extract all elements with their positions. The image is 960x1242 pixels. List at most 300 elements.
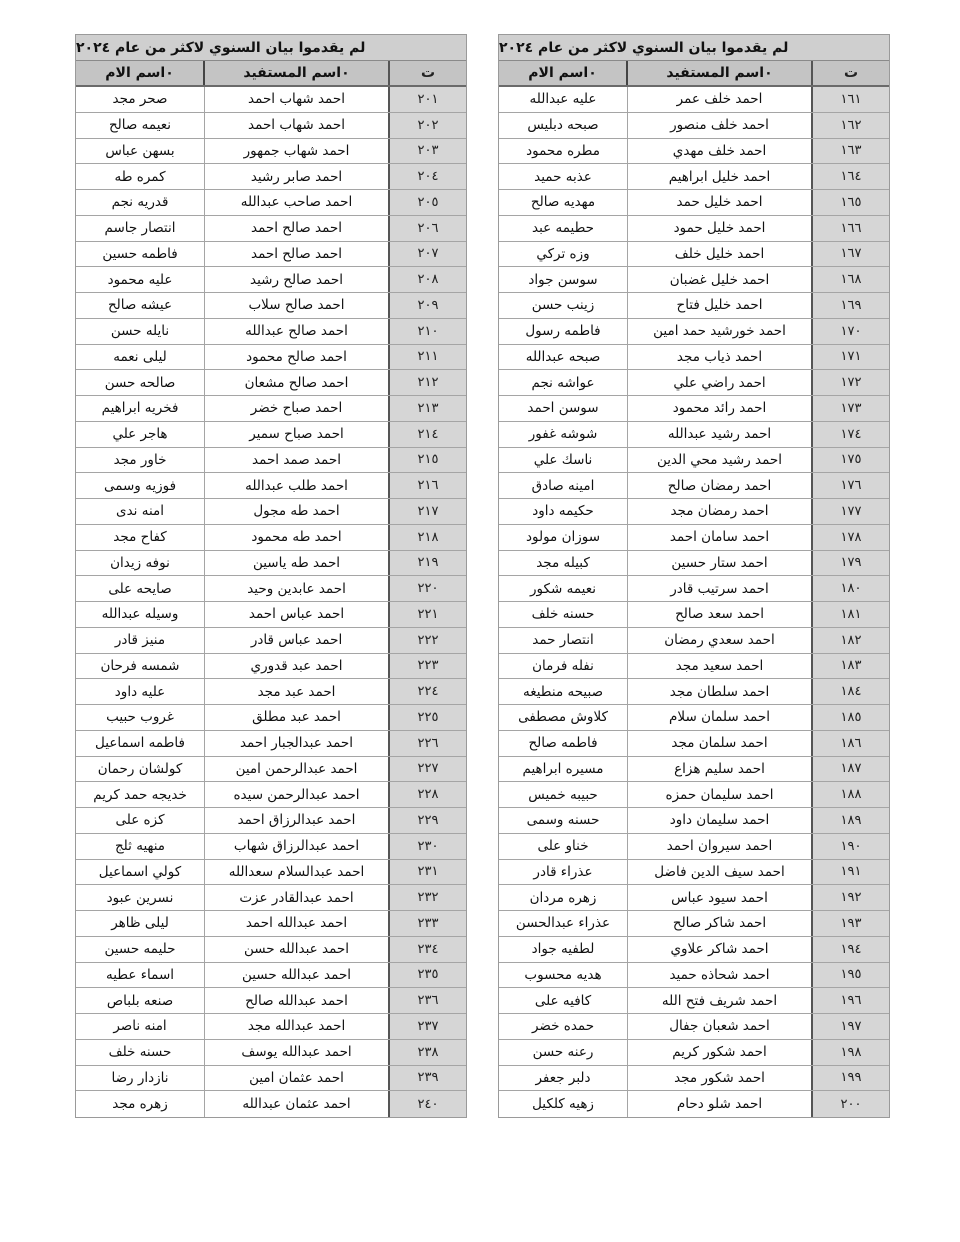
mother-name-cell: فاطمه رسول [499, 319, 628, 344]
seq-number-cell: ١٩٢ [813, 885, 889, 910]
seq-number-cell: ١٩٨ [813, 1040, 889, 1065]
table-row [76, 782, 466, 808]
table-row [76, 190, 466, 216]
table-row [76, 885, 466, 911]
beneficiary-name-cell: احمد عبدالرحمن امين [205, 757, 390, 782]
beneficiary-name-cell: احمد سيف الدين فاضل [628, 860, 813, 885]
beneficiary-name-cell: احمد رمضان مجد [628, 499, 813, 524]
seq-number-cell: ١٧١ [813, 345, 889, 370]
seq-number-cell: ١٩٩ [813, 1066, 889, 1091]
mother-name-cell: وسيله عبدالله [76, 602, 205, 627]
seq-number-cell: ٢٢٥ [390, 705, 466, 730]
table-row [76, 345, 466, 371]
seq-number-cell: ٢٠٦ [390, 216, 466, 241]
mother-name-cell: امنه ناصر [76, 1014, 205, 1039]
table-row [499, 139, 889, 165]
table-body [499, 87, 889, 1117]
table-row [499, 911, 889, 937]
seq-number-cell: ٢٠٩ [390, 293, 466, 318]
header-beneficiary-name: ٠اسم المستفيد [628, 61, 813, 85]
seq-number-cell: ١٧٥ [813, 448, 889, 473]
mother-name-cell: لطفيه جواد [499, 937, 628, 962]
table-row [499, 757, 889, 783]
table-right [498, 34, 890, 1118]
beneficiary-name-cell: احمد عبدالرزاق شهاب [205, 834, 390, 859]
seq-number-cell: ٢٣٤ [390, 937, 466, 962]
mother-name-cell: صايحه على [76, 576, 205, 601]
beneficiary-name-cell: احمد خليل ابراهيم [628, 164, 813, 189]
beneficiary-name-cell: احمد سلطان مجد [628, 679, 813, 704]
beneficiary-name-cell: احمد عبدالله يوسف [205, 1040, 390, 1065]
table-row [76, 551, 466, 577]
mother-name-cell: شمسه فرحان [76, 654, 205, 679]
table-row [499, 242, 889, 268]
mother-name-cell: شوشه غفور [499, 422, 628, 447]
seq-number-cell: ١٦٩ [813, 293, 889, 318]
mother-name-cell: ليلى نعمه [76, 345, 205, 370]
mother-name-cell: قدريه نجم [76, 190, 205, 215]
mother-name-cell: نايله حسن [76, 319, 205, 344]
mother-name-cell: زهيه كلكيل [499, 1091, 628, 1117]
mother-name-cell: مهديه صالح [499, 190, 628, 215]
beneficiary-name-cell: احمد خلف مهدي [628, 139, 813, 164]
beneficiary-name-cell: احمد صباح خضر [205, 396, 390, 421]
table-row [499, 499, 889, 525]
beneficiary-name-cell: احمد شهاب احمد [205, 113, 390, 138]
seq-number-cell: ٢٠٢ [390, 113, 466, 138]
table-row [499, 963, 889, 989]
seq-number-cell: ١٧٦ [813, 473, 889, 498]
seq-number-cell: ٢٣٥ [390, 963, 466, 988]
table-row [76, 1014, 466, 1040]
mother-name-cell: كولي اسماعيل [76, 860, 205, 885]
seq-number-cell: ١٩٣ [813, 911, 889, 936]
seq-number-cell: ١٨٦ [813, 731, 889, 756]
mother-name-cell: نازدار رضا [76, 1066, 205, 1091]
beneficiary-name-cell: احمد خلف عمر [628, 87, 813, 112]
mother-name-cell: سوسن احمد [499, 396, 628, 421]
mother-name-cell: زينب حسن [499, 293, 628, 318]
table-row [76, 139, 466, 165]
beneficiary-name-cell: احمد سيروان احمد [628, 834, 813, 859]
mother-name-cell: ليلى ظاهر [76, 911, 205, 936]
seq-number-cell: ١٦١ [813, 87, 889, 112]
seq-number-cell: ٢٠٣ [390, 139, 466, 164]
table-row [499, 216, 889, 242]
mother-name-cell: كبيله مجد [499, 551, 628, 576]
mother-name-cell: زهره مردان [499, 885, 628, 910]
table-header-row [76, 61, 466, 87]
mother-name-cell: حليمه حسين [76, 937, 205, 962]
mother-name-cell: فاطمه حسين [76, 242, 205, 267]
seq-number-cell: ٢٣٩ [390, 1066, 466, 1091]
mother-name-cell: نعيمه شكور [499, 576, 628, 601]
table-row [76, 113, 466, 139]
mother-name-cell: صحر مجد [76, 87, 205, 112]
mother-name-cell: اسماء عطيه [76, 963, 205, 988]
beneficiary-name-cell: احمد رشيد عبدالله [628, 422, 813, 447]
beneficiary-name-cell: احمد عبدالله مجد [205, 1014, 390, 1039]
mother-name-cell: مسيره ابراهيم [499, 757, 628, 782]
mother-name-cell: حبيبه خميس [499, 782, 628, 807]
seq-number-cell: ٢١٣ [390, 396, 466, 421]
table-row [499, 885, 889, 911]
seq-number-cell: ١٨٧ [813, 757, 889, 782]
beneficiary-name-cell: احمد عبد قدوري [205, 654, 390, 679]
seq-number-cell: ١٩١ [813, 860, 889, 885]
mother-name-cell: نفله فرمان [499, 654, 628, 679]
table-header-row [499, 61, 889, 87]
table-row [499, 370, 889, 396]
seq-number-cell: ٢٣٦ [390, 988, 466, 1013]
beneficiary-name-cell: احمد عبدالله حسين [205, 963, 390, 988]
table-row [499, 267, 889, 293]
beneficiary-name-cell: احمد عبد مطلق [205, 705, 390, 730]
seq-number-cell: ١٩٦ [813, 988, 889, 1013]
seq-number-cell: ١٧٣ [813, 396, 889, 421]
table-row [76, 1040, 466, 1066]
table-row [76, 808, 466, 834]
table-row [76, 448, 466, 474]
table-row [499, 551, 889, 577]
seq-number-cell: ١٩٠ [813, 834, 889, 859]
beneficiary-name-cell: احمد شاكر علاوي [628, 937, 813, 962]
mother-name-cell: كولشان رحمان [76, 757, 205, 782]
table-row [499, 473, 889, 499]
beneficiary-name-cell: احمد سليمان داود [628, 808, 813, 833]
beneficiary-name-cell: احمد سليمان حمزه [628, 782, 813, 807]
mother-name-cell: كزه على [76, 808, 205, 833]
table-row [499, 396, 889, 422]
table-row [499, 628, 889, 654]
mother-name-cell: خناو على [499, 834, 628, 859]
beneficiary-name-cell: احمد شريف فتح الله [628, 988, 813, 1013]
table-row [76, 216, 466, 242]
table-row [76, 628, 466, 654]
seq-number-cell: ٢١٦ [390, 473, 466, 498]
table-row [76, 473, 466, 499]
table-row [76, 834, 466, 860]
beneficiary-name-cell: احمد عباس احمد [205, 602, 390, 627]
mother-name-cell: رعنه حسن [499, 1040, 628, 1065]
mother-name-cell: عليه محمود [76, 267, 205, 292]
beneficiary-name-cell: احمد عبدالجبار احمد [205, 731, 390, 756]
mother-name-cell: حسنه خلف [76, 1040, 205, 1065]
seq-number-cell: ١٦٣ [813, 139, 889, 164]
mother-name-cell: هاجر علي [76, 422, 205, 447]
seq-number-cell: ١٦٨ [813, 267, 889, 292]
beneficiary-name-cell: احمد صالح سلاب [205, 293, 390, 318]
mother-name-cell: هديه محسوب [499, 963, 628, 988]
table-row [76, 293, 466, 319]
seq-number-cell: ١٦٦ [813, 216, 889, 241]
table-row [76, 422, 466, 448]
mother-name-cell: دلبر جعفر [499, 1066, 628, 1091]
table-row [76, 988, 466, 1014]
table-row [499, 525, 889, 551]
beneficiary-name-cell: احمد شحاذه حميد [628, 963, 813, 988]
mother-name-cell: عيشه صالح [76, 293, 205, 318]
table-row [499, 422, 889, 448]
table-row [76, 860, 466, 886]
seq-number-cell: ٢٣٨ [390, 1040, 466, 1065]
beneficiary-name-cell: احمد شكور كريم [628, 1040, 813, 1065]
table-row [499, 808, 889, 834]
seq-number-cell: ١٨٠ [813, 576, 889, 601]
mother-name-cell: منيز قادر [76, 628, 205, 653]
table-row [76, 319, 466, 345]
seq-number-cell: ١٦٧ [813, 242, 889, 267]
beneficiary-name-cell: احمد عبدالسلام سعدالله [205, 860, 390, 885]
mother-name-cell: خديجه حمد كريم [76, 782, 205, 807]
mother-name-cell: ناسك علي [499, 448, 628, 473]
mother-name-cell: فاطمه صالح [499, 731, 628, 756]
seq-number-cell: ١٩٤ [813, 937, 889, 962]
mother-name-cell: كمره طه [76, 164, 205, 189]
seq-number-cell: ٢١٥ [390, 448, 466, 473]
table-row [76, 396, 466, 422]
table-row [76, 164, 466, 190]
seq-number-cell: ١٦٢ [813, 113, 889, 138]
mother-name-cell: صبحه عبدالله [499, 345, 628, 370]
seq-number-cell: ٢١١ [390, 345, 466, 370]
seq-number-cell: ٢٢٢ [390, 628, 466, 653]
table-row [499, 576, 889, 602]
mother-name-cell: فخريه ابراهيم [76, 396, 205, 421]
seq-number-cell: ٢٢٦ [390, 731, 466, 756]
beneficiary-name-cell: احمد سليم هزاع [628, 757, 813, 782]
beneficiary-name-cell: احمد عبدالله حسن [205, 937, 390, 962]
mother-name-cell: كفاح مجد [76, 525, 205, 550]
seq-number-cell: ٢١٢ [390, 370, 466, 395]
beneficiary-name-cell: احمد صباح سمير [205, 422, 390, 447]
mother-name-cell: نعيمه صالح [76, 113, 205, 138]
table-row [499, 319, 889, 345]
seq-number-cell: ٢١٨ [390, 525, 466, 550]
beneficiary-name-cell: احمد عبدالرحمن سيده [205, 782, 390, 807]
mother-name-cell: حكيمه داود [499, 499, 628, 524]
seq-number-cell: ٢٢٠ [390, 576, 466, 601]
beneficiary-name-cell: احمد شعبان جفال [628, 1014, 813, 1039]
table-row [499, 164, 889, 190]
table-row [499, 1040, 889, 1066]
table-row [499, 1066, 889, 1092]
seq-number-cell: ٢٢٩ [390, 808, 466, 833]
seq-number-cell: ٢١٩ [390, 551, 466, 576]
seq-number-cell: ٢٠١ [390, 87, 466, 112]
mother-name-cell: عذراء قادر [499, 860, 628, 885]
beneficiary-name-cell: احمد سلمان مجد [628, 731, 813, 756]
beneficiary-name-cell: احمد سعد صالح [628, 602, 813, 627]
table-row [499, 988, 889, 1014]
beneficiary-name-cell: احمد خليل فتاح [628, 293, 813, 318]
beneficiary-name-cell: احمد صالح مشعان [205, 370, 390, 395]
mother-name-cell: فوزيه وسمى [76, 473, 205, 498]
beneficiary-name-cell: احمد صمد احمد [205, 448, 390, 473]
beneficiary-name-cell: احمد طلب عبدالله [205, 473, 390, 498]
seq-number-cell: ٢٠٠ [813, 1091, 889, 1117]
table-row [76, 705, 466, 731]
beneficiary-name-cell: احمد خليل غضبان [628, 267, 813, 292]
mother-name-cell: مطره محمود [499, 139, 628, 164]
seq-number-cell: ٢٠٧ [390, 242, 466, 267]
beneficiary-name-cell: احمد طه مجول [205, 499, 390, 524]
seq-number-cell: ٢٠٨ [390, 267, 466, 292]
seq-number-cell: ٢١٤ [390, 422, 466, 447]
seq-number-cell: ٢٣٢ [390, 885, 466, 910]
table-row [499, 782, 889, 808]
beneficiary-name-cell: احمد صابر رشيد [205, 164, 390, 189]
mother-name-cell: نوفه زيدان [76, 551, 205, 576]
seq-number-cell: ١٨٨ [813, 782, 889, 807]
seq-number-cell: ١٧٨ [813, 525, 889, 550]
table-row [499, 860, 889, 886]
seq-number-cell: ٢٣٠ [390, 834, 466, 859]
beneficiary-name-cell: احمد صالح محمود [205, 345, 390, 370]
seq-number-cell: ٢٤٠ [390, 1091, 466, 1117]
mother-name-cell: كافيه على [499, 988, 628, 1013]
seq-number-cell: ١٨٢ [813, 628, 889, 653]
seq-number-cell: ١٨٤ [813, 679, 889, 704]
beneficiary-name-cell: احمد سعدي رمضان [628, 628, 813, 653]
beneficiary-name-cell: احمد شهاب جمهور [205, 139, 390, 164]
mother-name-cell: عليه داود [76, 679, 205, 704]
beneficiary-name-cell: احمد شكور مجد [628, 1066, 813, 1091]
mother-name-cell: امينه صادق [499, 473, 628, 498]
beneficiary-name-cell: احمد ستار حسين [628, 551, 813, 576]
table-row [499, 705, 889, 731]
mother-name-cell: زهره مجد [76, 1091, 205, 1117]
mother-name-cell: حمده خضر [499, 1014, 628, 1039]
table-body [76, 87, 466, 1117]
table-row [76, 87, 466, 113]
seq-number-cell: ٢٣١ [390, 860, 466, 885]
table-row [76, 602, 466, 628]
mother-name-cell: صبحه دبليس [499, 113, 628, 138]
beneficiary-name-cell: احمد سرتيب قادر [628, 576, 813, 601]
mother-name-cell: كلاوش مصطفى [499, 705, 628, 730]
beneficiary-name-cell: احمد عبدالقادر عزت [205, 885, 390, 910]
mother-name-cell: حسنه وسمى [499, 808, 628, 833]
table-left [75, 34, 467, 1118]
mother-name-cell: صنعه بلباص [76, 988, 205, 1013]
mother-name-cell: انتصار حمد [499, 628, 628, 653]
mother-name-cell: منهيه ثلج [76, 834, 205, 859]
table-row [499, 87, 889, 113]
beneficiary-name-cell: احمد خليل حمود [628, 216, 813, 241]
seq-number-cell: ١٩٥ [813, 963, 889, 988]
mother-name-cell: وزه تركي [499, 242, 628, 267]
beneficiary-name-cell: احمد طه محمود [205, 525, 390, 550]
seq-number-cell: ١٨٩ [813, 808, 889, 833]
beneficiary-name-cell: احمد عثمان عبدالله [205, 1091, 390, 1117]
mother-name-cell: امنه ندى [76, 499, 205, 524]
beneficiary-name-cell: احمد سعيد مجد [628, 654, 813, 679]
seq-number-cell: ٢٢٧ [390, 757, 466, 782]
beneficiary-name-cell: احمد خلف منصور [628, 113, 813, 138]
mother-name-cell: حطيمه عبد [499, 216, 628, 241]
mother-name-cell: بسهن عباس [76, 139, 205, 164]
table-row [499, 448, 889, 474]
mother-name-cell: عذراء عبدالحسن [499, 911, 628, 936]
table-row [76, 242, 466, 268]
seq-number-cell: ١٧٤ [813, 422, 889, 447]
seq-number-cell: ٢٠٤ [390, 164, 466, 189]
table-row [76, 525, 466, 551]
beneficiary-name-cell: احمد راضي علي [628, 370, 813, 395]
beneficiary-name-cell: احمد سامان احمد [628, 525, 813, 550]
mother-name-cell: عليه عبدالله [499, 87, 628, 112]
beneficiary-name-cell: احمد صالح احمد [205, 242, 390, 267]
seq-number-cell: ١٧٩ [813, 551, 889, 576]
header-mother-name: ٠اسم الام [499, 61, 628, 85]
beneficiary-name-cell: احمد طه ياسين [205, 551, 390, 576]
beneficiary-name-cell: احمد رشيد محي الدين [628, 448, 813, 473]
beneficiary-name-cell: احمد عثمان امين [205, 1066, 390, 1091]
seq-number-cell: ١٧٧ [813, 499, 889, 524]
beneficiary-name-cell: احمد رائد محمود [628, 396, 813, 421]
mother-name-cell: خاور مجد [76, 448, 205, 473]
beneficiary-name-cell: احمد خليل حمد [628, 190, 813, 215]
seq-number-cell: ١٨٥ [813, 705, 889, 730]
table-row [499, 834, 889, 860]
header-seq-number: ت [813, 61, 889, 85]
beneficiary-name-cell: احمد عبد مجد [205, 679, 390, 704]
mother-name-cell: صالحه حسن [76, 370, 205, 395]
beneficiary-name-cell: احمد عابدين وحيد [205, 576, 390, 601]
mother-name-cell: انتصار جاسم [76, 216, 205, 241]
table-row [76, 370, 466, 396]
mother-name-cell: عذبه حميد [499, 164, 628, 189]
beneficiary-name-cell: احمد شهاب احمد [205, 87, 390, 112]
table-row [499, 190, 889, 216]
table-row [499, 602, 889, 628]
seq-number-cell: ٢٣٣ [390, 911, 466, 936]
table-row [499, 345, 889, 371]
seq-number-cell: ١٧٢ [813, 370, 889, 395]
beneficiary-name-cell: احمد صالح احمد [205, 216, 390, 241]
header-mother-name: ٠اسم الام [76, 61, 205, 85]
mother-name-cell: عواشه نجم [499, 370, 628, 395]
seq-number-cell: ١٦٤ [813, 164, 889, 189]
table-title: لم يقدموا بيان السنوي لاكثر من عام ٢٠٢٤ [76, 35, 466, 61]
mother-name-cell: سوسن جواد [499, 267, 628, 292]
mother-name-cell: صبيحه منطيغه [499, 679, 628, 704]
table-row [499, 679, 889, 705]
table-row [76, 1091, 466, 1117]
table-row [76, 1066, 466, 1092]
seq-number-cell: ١٨١ [813, 602, 889, 627]
table-row [76, 576, 466, 602]
table-row [76, 267, 466, 293]
mother-name-cell: غروب حبيب [76, 705, 205, 730]
beneficiary-name-cell: احمد سلمان سلام [628, 705, 813, 730]
table-title: لم يقدموا بيان السنوي لاكثر من عام ٢٠٢٤ [499, 35, 889, 61]
beneficiary-name-cell: احمد عباس قادر [205, 628, 390, 653]
table-row [76, 731, 466, 757]
seq-number-cell: ٢٢١ [390, 602, 466, 627]
table-row [499, 113, 889, 139]
seq-number-cell: ٢٠٥ [390, 190, 466, 215]
table-row [76, 911, 466, 937]
seq-number-cell: ١٨٣ [813, 654, 889, 679]
beneficiary-name-cell: احمد ذياب مجد [628, 345, 813, 370]
header-seq-number: ت [390, 61, 466, 85]
beneficiary-name-cell: احمد عبدالله احمد [205, 911, 390, 936]
table-row [76, 654, 466, 680]
seq-number-cell: ١٩٧ [813, 1014, 889, 1039]
beneficiary-name-cell: احمد صالح عبدالله [205, 319, 390, 344]
